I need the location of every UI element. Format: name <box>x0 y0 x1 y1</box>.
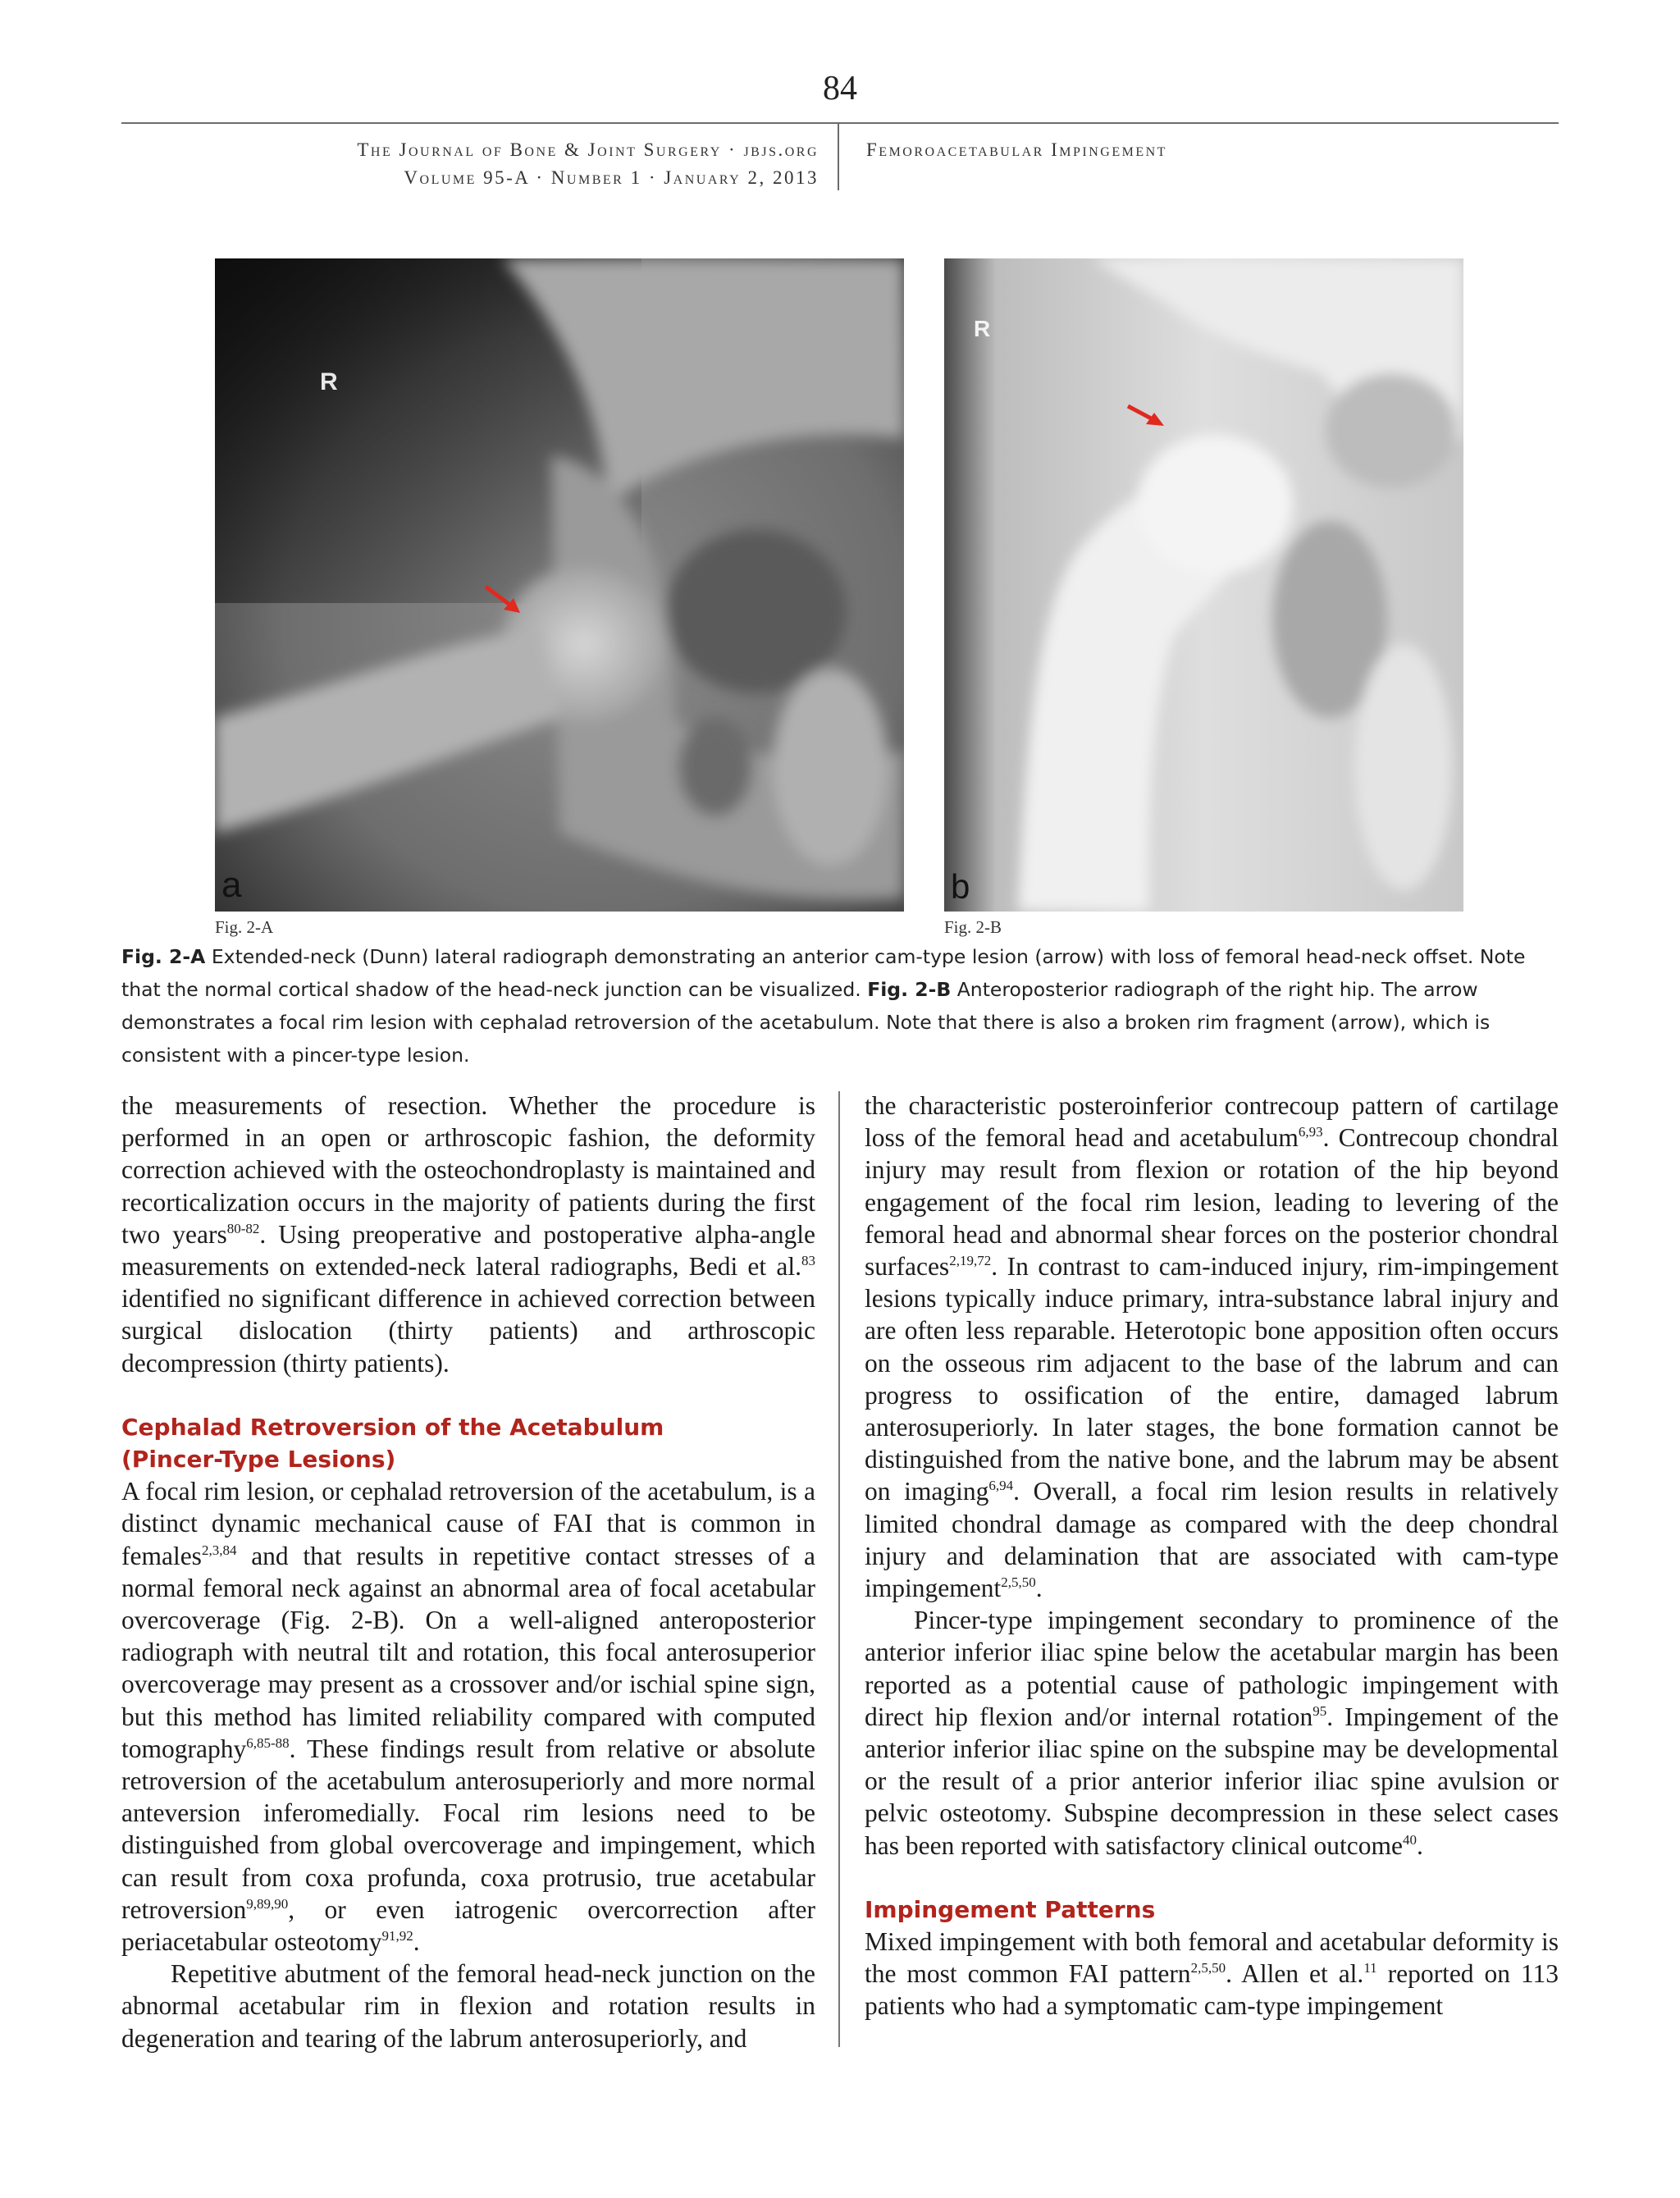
citation-ref: 2,5,50 <box>1001 1574 1036 1591</box>
figure-caption <box>121 940 1559 1072</box>
caption-label-2a: Fig. 2-A <box>121 945 206 968</box>
citation-ref: 11 <box>1363 1960 1377 1976</box>
citation-ref: 9,89,90 <box>246 1895 289 1912</box>
figure-label-2a: Fig. 2-A <box>215 917 274 937</box>
page-number: 84 <box>823 70 857 107</box>
citation-ref: 6,94 <box>988 1478 1014 1494</box>
citation-ref: 40 <box>1403 1831 1418 1848</box>
figure-label-2b: Fig. 2-B <box>944 917 1002 937</box>
citation-ref: 2,5,50 <box>1190 1960 1226 1976</box>
body-paragraph: Repetitive abutment of the femoral head-neck junction on the abnormal acetabular rim in flexion and rotation results in degeneration and tearing of the labrum anterosuperiorly, and <box>121 1959 815 2053</box>
header-rule <box>121 122 1559 124</box>
header-divider <box>838 124 839 190</box>
body-paragraph: the measurements of resection. Whether the procedure is performed in an open or arthroscopic fashion, the deformity correction achieved with the osteochondroplasty is maintained and recorticalization occurs in the majority of patients during the first two years$^{80-82}$. Using preoperative and postoperative alpha-angle measurements on extended-neck lateral radiographs, Bedi et al.$^{83}$ identified no significant difference in achieved correction between surgical dislocation (thirty patients) and arthroscopic decompression (thirty patients). <box>121 1091 816 1378</box>
column-divider <box>838 1091 840 2047</box>
caption-text-2b: Anteroposterior radiograph of the right hip. The arrow demonstrates a focal rim lesion with cephalad retroversion of the acetabulum. Note that there is also a broken rim fragment (arrow), which is consistent with a pincer-type lesion. <box>121 978 1491 1067</box>
body-paragraph: Mixed impingement with both femoral and acetabular deformity is the most common FAI pattern$^{2,5,50}$. Allen et al.$^{11}$ reported on 113 patients who had a symptomatic cam-type impingement <box>865 1927 1559 2021</box>
body-paragraph: the characteristic posteroinferior contrecoup pattern of cartilage loss of the femoral head and acetabulum$^{6,93}$. Contrecoup chondral injury may result from flexion or rotation of the hip beyond engagement of the focal rim lesion, leading to levering of the femoral head and abnormal shear forces on the posterior chondral surfaces$^{2,19,72}$. In contrast to cam-induced injury, rim-impingement lesions typically induce primary, intra-substance labral injury and are often less reparable. Heterotopic bone apposition often occurs on the osseous rim adjacent to the base of the labrum and can progress to ossification of the entire, damaged labrum anterosuperiorly. In later stages, the bone formation cannot be distinguished from the native bone, and the labrum may be absent on imaging$^{6,94}$. Overall, a focal rim lesion results in relatively limited chondral damage as compared with the deep chondral injury and delamination that are associated with cam-type impingement$^{2,5,50}$. <box>865 1091 1559 1603</box>
citation-ref: 95 <box>1312 1702 1327 1719</box>
citation-ref: 6,93 <box>1298 1124 1323 1140</box>
side-marker: R <box>320 368 338 395</box>
section-heading: Impingement Patterns <box>865 1895 1156 1923</box>
radiograph-fig-2a <box>215 258 904 912</box>
running-section-title: Femoroacetabular Impingement <box>866 139 1167 160</box>
section-heading: Cephalad Retroversion of the Acetabulum (Pincer-Type Lesions) <box>121 1413 664 1474</box>
right-column <box>865 1090 1559 2022</box>
caption-label-2b: Fig. 2-B <box>867 978 952 1001</box>
journal-title-line: The Journal of Bone & Joint Surgery · jbjs.org <box>357 139 819 160</box>
side-marker: R <box>974 316 991 341</box>
radiograph-fig-2b <box>944 258 1463 912</box>
caption-text-2a: Extended-neck (Dunn) lateral radiograph demonstrating an anterior cam-type lesion (arrow) with loss of femoral head-neck offset. Note that the normal cortical shadow of the head-neck junction can be visualized. <box>121 945 1526 1001</box>
citation-ref: 91,92 <box>381 1928 413 1944</box>
journal-volume-line: Volume 95-A · Number 1 · January 2, 2013 <box>404 167 819 188</box>
citation-ref: 83 <box>801 1253 815 1269</box>
panel-letter: a <box>221 865 242 905</box>
citation-ref: 6,85-88 <box>246 1734 290 1751</box>
body-paragraph: A focal rim lesion, or cephalad retroversion of the acetabulum, is a distinct dynamic mechanical cause of FAI that is common in females$^{2,3,84}$ and that results in repetitive contact stresses of a normal femoral neck against an abnormal area of focal acetabular overcoverage (Fig. 2-B). On a well-aligned anteroposterior radiograph with neutral tilt and rotation, this focal anterosuperior overcoverage may present as a crossover and/or ischial spine sign, but this method has limited reliability compared with computed tomography$^{6,85-88}$. These findings result from relative or absolute retroversion of the acetabulum anterosuperiorly and more normal anteversion inferomedially. Focal rim lesions need to be distinguished from global overcoverage and impingement, which can result from coxa profunda, coxa protrusio, true acetabular retroversion$^{9,89,90}$, or even iatrogenic overcorrection after periacetabular osteotomy$^{91,92}$. <box>121 1477 815 1957</box>
left-column <box>121 1090 815 2054</box>
citation-ref: 2,3,84 <box>201 1542 237 1558</box>
journal-citation <box>121 136 819 192</box>
citation-ref: 80-82 <box>226 1220 260 1236</box>
citation-ref: 2,19,72 <box>949 1253 992 1269</box>
body-paragraph: Pincer-type impingement secondary to prominence of the anterior inferior iliac spine below the acetabular margin has been reported as a potential cause of pathologic impingement with direct hip flexion and/or internal rotation$^{95}$. Impingement of the anterior inferior iliac spine on the subspine may be developmental or the result of a prior anterior inferior iliac spine avulsion or pelvic osteotomy. Subspine decompression in these select cases has been reported with satisfactory clinical outcome$^{40}$. <box>865 1606 1559 1860</box>
panel-letter: b <box>951 867 970 906</box>
